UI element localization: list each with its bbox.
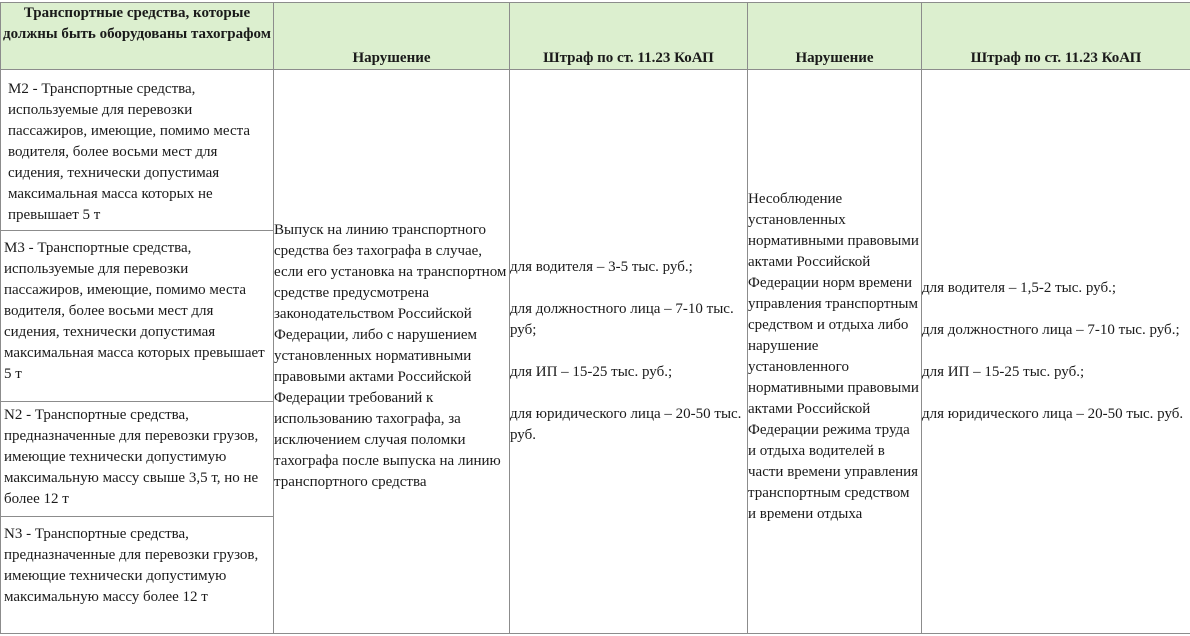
header-violation-2: Нарушение: [748, 3, 922, 70]
fine-1-legal-entity: для юридического лица – 20-50 тыс. руб.: [510, 406, 742, 443]
fines-1-cell: [510, 70, 748, 634]
violation-2-cell: [748, 70, 922, 634]
fine-2-driver: для водителя – 1,5-2 тыс. руб.;: [922, 280, 1117, 296]
fine-1-entrepreneur: для ИП – 15-25 тыс. руб.;: [510, 364, 673, 380]
violation-1-cell: [274, 70, 510, 634]
content-row: [1, 70, 1190, 634]
vehicle-n3: N3 - Транспортные средства, предназначенные для перевозки грузов, имеющие технически допустимую максимальную массу более 12 т: [4, 526, 259, 605]
vehicle-n2: N2 - Транспортные средства, предназначенные для перевозки грузов, имеющие технически допустимую максимальную массу свыше 3,5 т, но не более 12 т: [1, 402, 273, 517]
fine-2-legal-entity: для юридического лица – 20-50 тыс. руб.: [922, 406, 1184, 422]
header-fine-1: Штраф по ст. 11.23 КоАП: [510, 3, 748, 70]
fine-1-official: для должностного лица – 7-10 тыс. руб;: [510, 301, 734, 338]
fines-2-cell: [922, 70, 1190, 634]
violation-1-text: Выпуск на линию транспортного средства без тахографа в случае, если его установка на транспортном средстве предусмотрена законодательством Российской Федерации, либо с нарушением установленных нормативными правовыми актами Российской Федерации требований к использованию тахографа, за исключением случая поломки тахографа после выпуска на линию транспортного средства: [274, 222, 507, 490]
fine-2-entrepreneur: для ИП – 15-25 тыс. руб.;: [922, 364, 1085, 380]
vehicle-m2: М2 - Транспортные средства, используемые для перевозки пассажиров, имеющие, помимо места водителя, более восьми мест для сидения, технически допустимая максимальная масса которых не превышает 5 т: [1, 70, 273, 231]
fines-table: [0, 2, 1190, 634]
header-row: [1, 3, 1190, 70]
vehicle-m3: М3 - Транспортные средства, используемые для перевозки пассажиров, имеющие, помимо места водителя, более восьми мест для сидения, технически допустимая максимальная масса которых превышает 5 т: [1, 231, 273, 402]
vehicles-cell: [1, 70, 274, 634]
fine-1-driver: для водителя – 3-5 тыс. руб.;: [510, 259, 693, 275]
violation-2-text: Несоблюдение установленных нормативными правовыми актами Российской Федерации норм времени управления транспортным средством и отдыха либо нарушение установленного нормативными правовыми актами Российской Федерации режима труда и отдыха водителей в части времени управления транспортным средством и времени отдыха: [748, 190, 919, 522]
header-violation-1: Нарушение: [274, 3, 510, 70]
fine-2-official: для должностного лица – 7-10 тыс. руб.;: [922, 322, 1180, 338]
header-fine-2: Штраф по ст. 11.23 КоАП: [922, 3, 1190, 70]
header-vehicles[interactable]: Транспортные средства, которые должны быть оборудованы тахографом: [1, 3, 274, 70]
